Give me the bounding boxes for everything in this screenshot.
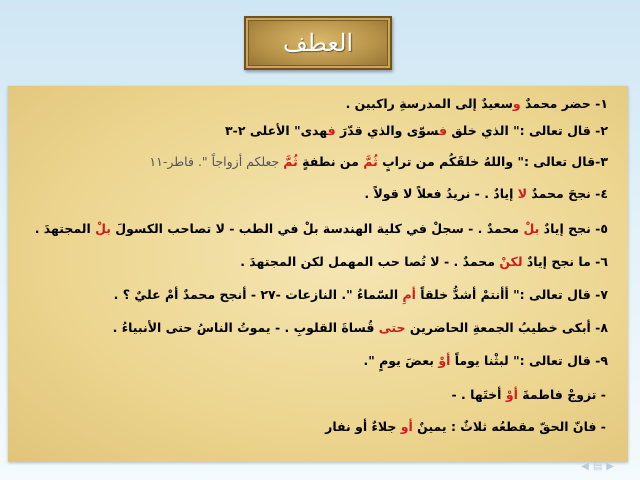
conjunction-highlight: أوْ [438,353,451,368]
example-line-9 [364,353,609,368]
conjunction-highlight: أمِ [402,287,416,302]
text-segment: ٢- قال تعالى :" الذي خلق [447,123,608,138]
text-segment: محمدٌ . - لا تُصا حب المهمل لكن المجتهدَ . [240,254,500,269]
conjunction-highlight: و [512,96,521,111]
example-line-3 [149,154,608,169]
text-segment: هدى" الأعلى ٢-٣ [225,123,328,138]
conjunction-highlight: لا [517,186,528,201]
title-plaque [244,16,392,70]
slide-nav-controls[interactable] [581,461,614,472]
conjunction-highlight: ف [438,123,447,138]
example-line-5 [35,221,608,236]
example-line-7 [114,287,608,302]
text-segment: ٥- نجح إيادٌ [539,221,608,236]
example-line-11 [325,419,606,434]
text-segment: - فانّ الحقّ مقطعُه ثلاثٌ : يمينٌ [412,419,606,434]
conjunction-highlight: أوْ [505,387,518,402]
conjunction-highlight: حتى [378,320,406,335]
text-segment: ٣-قال تعالى :" واللهُ خلقَكُم من ترابٍ [377,154,608,169]
example-line-2 [225,123,608,138]
conjunction-highlight: ثُمَّ [283,154,298,169]
conjunction-highlight: بلْ [523,221,540,236]
text-segment: ٨- أبكى خطيبُ الجمعةِ الحاضرين [405,320,608,335]
text-segment: محمدٌ . - سجلْ في كلية الهندسة بلْ في الطب - لا تصاحب الكسولَ [110,221,524,236]
example-line-6 [240,254,608,269]
text-segment: السّماءُ ". النازعات -٢٧ - أنجح محمدٌ أمْ عليٌ ؟ . [113,287,403,302]
conjunction-highlight: ثُمَّ [363,154,378,169]
example-line-4 [364,186,608,201]
text-segment: ٧- قال تعالى :" أأنتمْ أشدُّ خلقاً [415,287,608,302]
text-segment: ٤- نجحَ محمدٌ [527,186,608,201]
example-line-8 [113,320,608,335]
conjunction-highlight: ف [327,123,336,138]
text-segment: سوّى والذي قدّرَ [335,123,439,138]
text-segment: المجتهدَ . [34,221,96,236]
example-line-1 [346,96,608,111]
conjunction-highlight: لكنْ [499,254,523,269]
nav-prev-icon[interactable]: ◀ [581,461,589,472]
nav-menu-icon[interactable]: ▤ [592,461,603,472]
conjunction-highlight: أو [400,419,413,434]
text-segment: ٩- قال تعالى :" لبثْنا يوماً [450,353,608,368]
text-segment: سعيدٌ إلى المدرسةِ راكبين . [345,96,513,111]
text-segment: - تزوجْ فاطمةَ [517,387,606,402]
text-segment: ١- حضر محمدٌ [520,96,608,111]
text-segment: ٦- ما نجح إيادٌ [522,254,608,269]
conjunction-highlight: بلْ [95,221,111,236]
text-segment: أختَها . - [451,387,506,402]
text-segment: جعلكم أزواجاً ". فاطر-١١ [149,154,284,169]
slide-title: العطف [282,29,354,57]
text-segment: جلاءٌ أو نفار [325,419,401,434]
text-segment: من نطفةٍ [297,154,364,169]
nav-next-icon[interactable]: ▶ [606,461,614,472]
content-panel [8,86,628,462]
text-segment: قُساةَ القلوبِ . - يموتُ الناسُ حتى الأنبياءُ . [112,320,379,335]
text-segment: إيادٌ . - نريدُ فعلاً لا قولاً . [364,186,518,201]
text-segment: بعضَ يومٍ ". [363,353,439,368]
example-line-10 [451,387,606,402]
